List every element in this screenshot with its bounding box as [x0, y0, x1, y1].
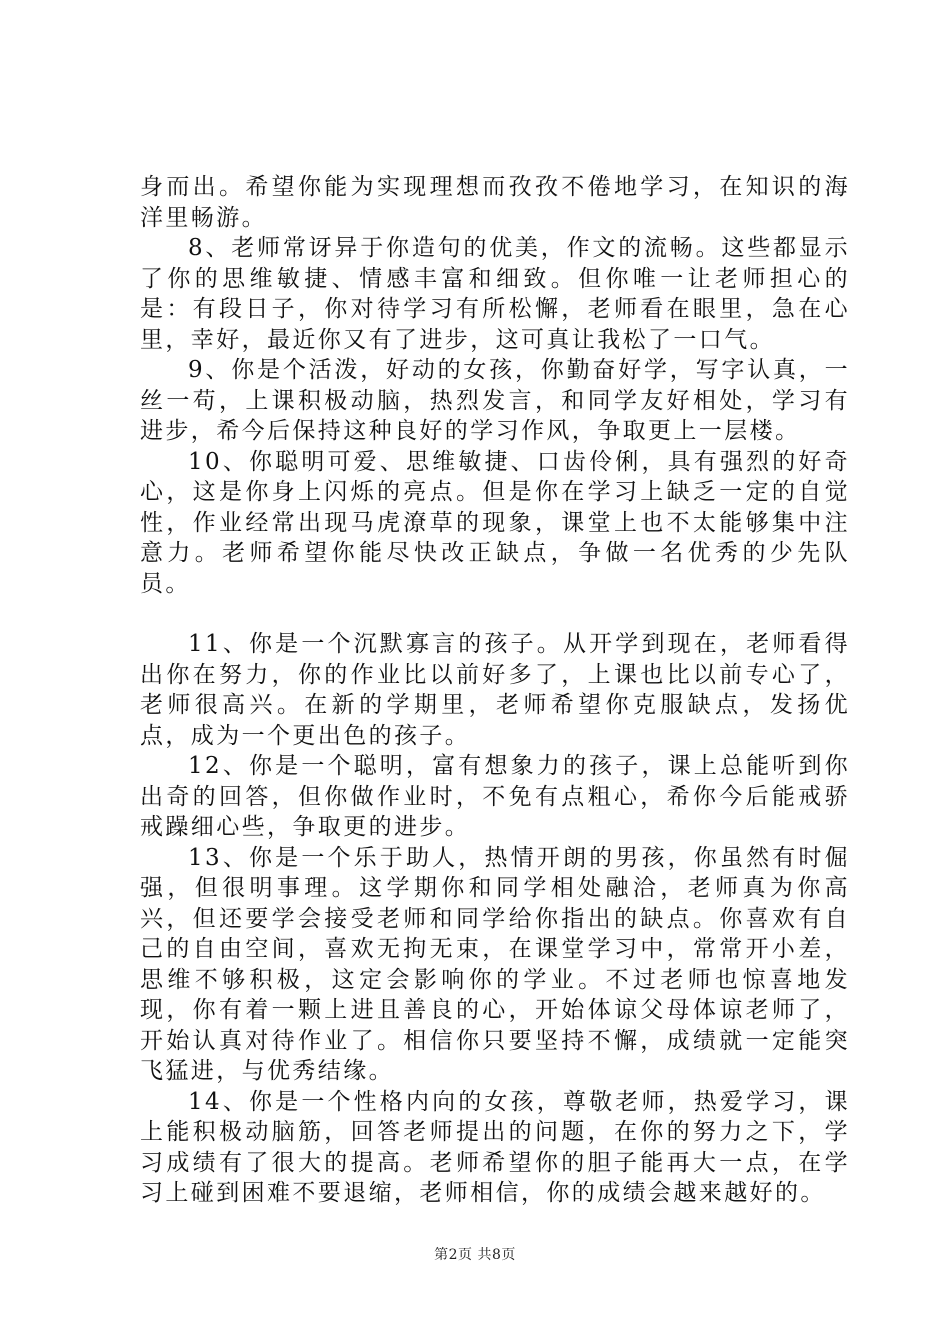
paragraph-comment-14: 14、你是一个性格内向的女孩，尊敬老师，热爱学习，课上能积极动脑筋，回答老师提出的问题，在你的努力之下，学习成绩有了很大的提高。老师希望你的胆子能再大一点，在学习上碰到困难不要退缩，老师相信，你的成绩会越来越好的。	[140, 1088, 850, 1206]
document-body	[140, 172, 850, 1209]
paragraph-comment-13: 13、你是一个乐于助人，热情开朗的男孩，你虽然有时倔强，但很明事理。这学期你和同学相处融洽，老师真为你高兴，但还要学会接受老师和同学给你指出的缺点。你喜欢有自己的自由空间，喜欢无拘无束，在课堂学习中，常常开小差，思维不够积极，这定会影响你的学业。不过老师也惊喜地发现，你有着一颗上进且善良的心，开始体谅父母体谅老师了，开始认真对待作业了。相信你只要坚持不懈，成绩就一定能突飞猛进，与优秀结缘。	[140, 844, 850, 1084]
page-number-footer: 第2页 共8页	[434, 1247, 516, 1263]
paragraph-continuation: 身而出。希望你能为实现理想而孜孜不倦地学习，在知识的海洋里畅游。	[140, 174, 850, 231]
paragraph-comment-11: 11、你是一个沉默寡言的孩子。从开学到现在，老师看得出你在努力，你的作业比以前好多了，上课也比以前专心了，老师很高兴。在新的学期里，老师希望你克服缺点，发扬优点，成为一个更出色的孩子。	[140, 631, 850, 749]
paragraph-comment-9: 9、你是个活泼，好动的女孩，你勤奋好学，写字认真，一丝一苟，上课积极动脑，热烈发言，和同学友好相处，学习有进步，希今后保持这种良好的学习作风，争取更上一层楼。	[140, 357, 850, 444]
paragraph-comment-8: 8、老师常讶异于你造句的优美，作文的流畅。这些都显示了你的思维敏捷、情感丰富和细致。但你唯一让老师担心的是：有段日子，你对待学习有所松懈，老师看在眼里，急在心里，幸好，最近你又有了进步，这可真让我松了一口气。	[140, 235, 850, 353]
paragraph-comment-12: 12、你是一个聪明，富有想象力的孩子，课上总能听到你出奇的回答，但你做作业时，不免有点粗心，希你今后能戒骄戒躁细心些，争取更的进步。	[140, 753, 850, 840]
paragraph-comment-10: 10、你聪明可爱、思维敏捷、口齿伶俐，具有强烈的好奇心，这是你身上闪烁的亮点。但是你在学习上缺乏一定的自觉性，作业经常出现马虎潦草的现象，课堂上也不太能够集中注意力。老师希望你能尽快改正缺点，争做一名优秀的少先队员。	[140, 448, 850, 597]
